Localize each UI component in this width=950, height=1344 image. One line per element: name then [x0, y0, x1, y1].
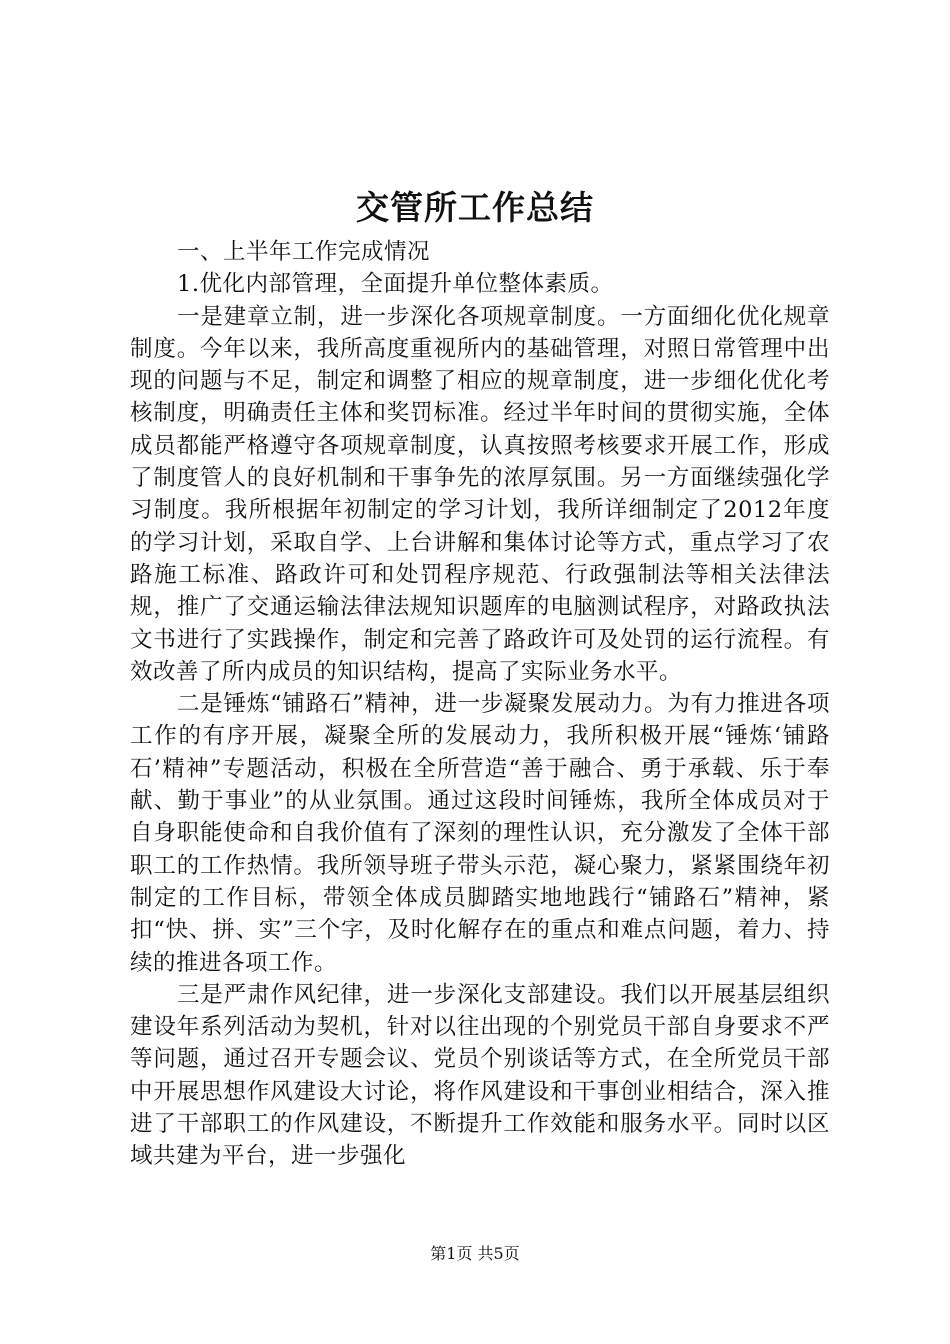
document-title: 交管所工作总结 — [356, 188, 594, 227]
body-paragraph-3: 三是严肃作风纪律，进一步深化支部建设。我们以开展基层组织建设年系列活动为契机，针对以往出现的个别党员干部自身要求不严等问题，通过召开专题会议、党员个别谈话等方式，在全所党员干部中开展思想作风建设大讨论，将作风建设和干事创业相结合，深入推进了干部职工的作风建设，不断提升工作效能和服务水平。同时以区域共建为平台，进一步强化 — [130, 981, 830, 1170]
section-heading: 一、上半年工作完成情况 — [177, 239, 431, 265]
body-paragraph-2: 二是锤炼“铺路石”精神，进一步凝聚发展动力。为有力推进各项工作的有序开展，凝聚全所的发展动力，我所积极开展“锤炼‘铺路石’精神”专题活动，积极在全所营造“善于融合、勇于承载、乐于奉献、勤于事业”的从业氛围。通过这段时间锤炼，我所全体成员对于自身职能使命和自我价值有了深刻的理性认识，充分激发了全体干部职工的工作热情。我所领导班子带头示范，凝心聚力，紧紧围绕年初制定的工作目标，带领全体成员脚踏实地地践行“铺路石”精神，紧扣“快、拼、实”三个字，及时化解存在的重点和难点问题，着力、持续的推进各项工作。 — [130, 691, 830, 976]
body-paragraph-1: 一是建章立制，进一步深化各项规章制度。一方面细化优化规章制度。今年以来，我所高度重视所内的基础管理，对照日常管理中出现的问题与不足，制定和调整了相应的规章制度，进一步细化优化考核制度，明确责任主体和奖罚标准。经过半年时间的贯彻实施，全体成员都能严格遵守各项规章制度，认真按照考核要求开展工作，形成了制度管人的良好机制和干事争先的浓厚氛围。另一方面继续强化学习制度。我所根据年初制定的学习计划，我所详细制定了2012年度的学习计划，采取自学、上台讲解和集体讨论等方式，重点学习了农路施工标准、路政许可和处罚程序规范、行政强制法等相关法律法规，推广了交通运输法律法规知识题库的电脑测试程序，对路政执法文书进行了实践操作，制定和完善了路政许可及处罚的运行流程。有效改善了所内成员的知识结构，提高了实际业务水平。 — [130, 303, 830, 685]
document-body — [130, 236, 830, 1173]
page-footer: 第1页 共5页 — [430, 1244, 520, 1263]
subsection-heading: 1.优化内部管理，全面提升单位整体素质。 — [177, 271, 614, 298]
